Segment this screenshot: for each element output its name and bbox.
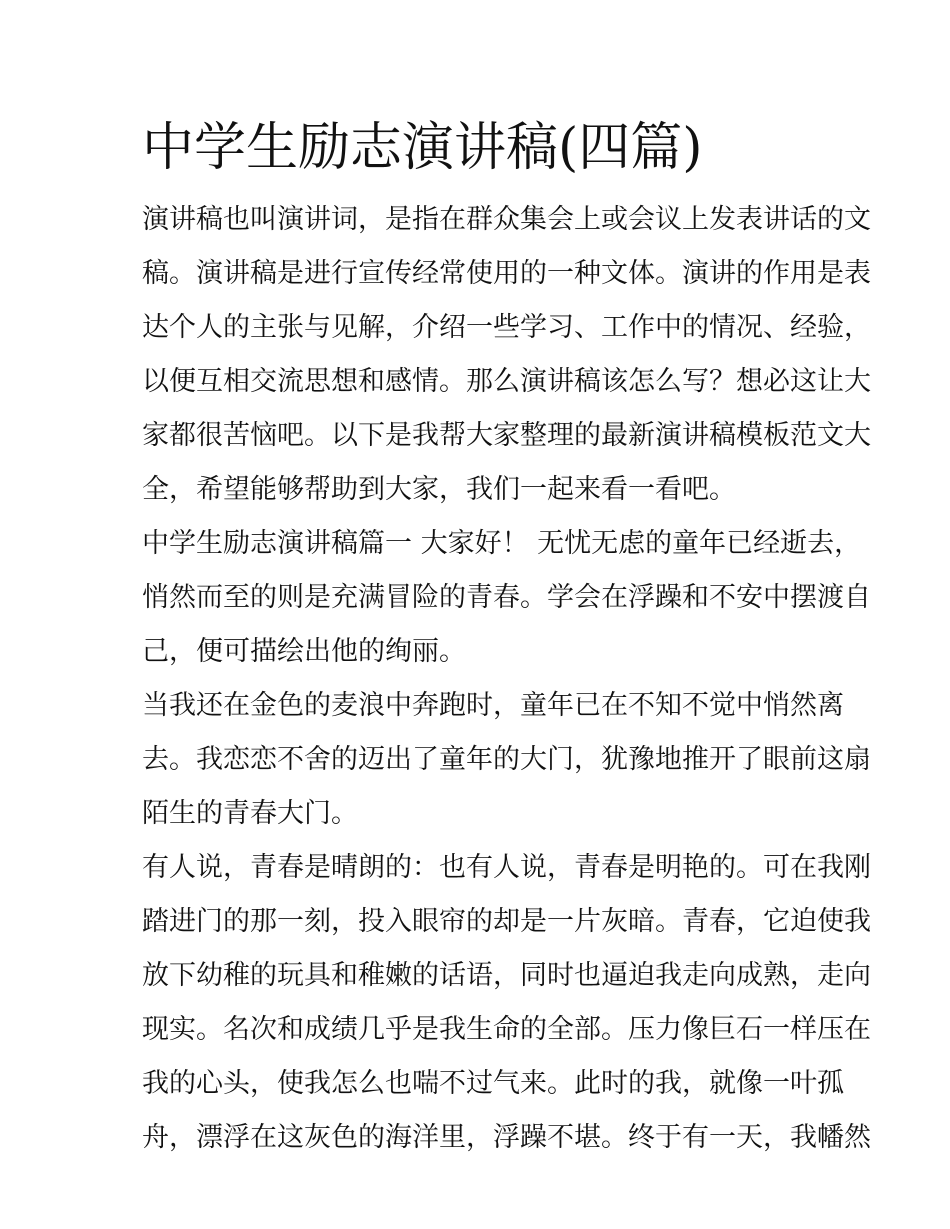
text-line: 演讲稿也叫演讲词，是指在群众集会上或会议上发表讲话的文 [142,204,871,235]
text-line: 陌生的青春大门。 [142,798,358,829]
text-line: 稿。演讲稿是进行宣传经常使用的一种文体。演讲的作用是表 [142,258,871,289]
text-line: 去。我恋恋不舍的迈出了童年的大门，犹豫地推开了眼前这扇 [142,744,871,775]
document-title: 中学生励志演讲稿(四篇) [142,118,703,178]
text-line: 达个人的主张与见解，介绍一些学习、工作中的情况、经验， [142,312,871,343]
text-line: 己，便可描绘出他的绚丽。 [142,636,466,667]
text-line: 当我还在金色的麦浪中奔跑时，童年已在不知不觉中悄然离 [142,690,844,721]
text-line: 以便互相交流思想和感情。那么演讲稿该怎么写？想必这让大 [142,366,871,397]
text-line: 全，希望能够帮助到大家，我们一起来看一看吧。 [142,474,736,505]
text-line: 有人说，青春是晴朗的：也有人说，青春是明艳的。可在我刚 [142,852,871,883]
text-line: 中学生励志演讲稿篇一 大家好！ 无忧无虑的童年已经逝去， [142,528,862,559]
text-line: 舟，漂浮在这灰色的海洋里，浮躁不堪。终于有一天，我幡然 [142,1122,871,1153]
text-line: 踏进门的那一刻，投入眼帘的却是一片灰暗。青春，它迫使我 [142,906,871,937]
text-line: 悄然而至的则是充满冒险的青春。学会在浮躁和不安中摆渡自 [142,582,871,613]
text-line: 家都很苦恼吧。以下是我帮大家整理的最新演讲稿模板范文大 [142,420,871,451]
text-line: 我的心头，使我怎么也喘不过气来。此时的我，就像一叶孤 [142,1068,844,1099]
text-line: 现实。名次和成绩几乎是我生命的全部。压力像巨石一样压在 [142,1014,871,1045]
text-line: 放下幼稚的玩具和稚嫩的话语，同时也逼迫我走向成熟，走向 [142,960,871,991]
